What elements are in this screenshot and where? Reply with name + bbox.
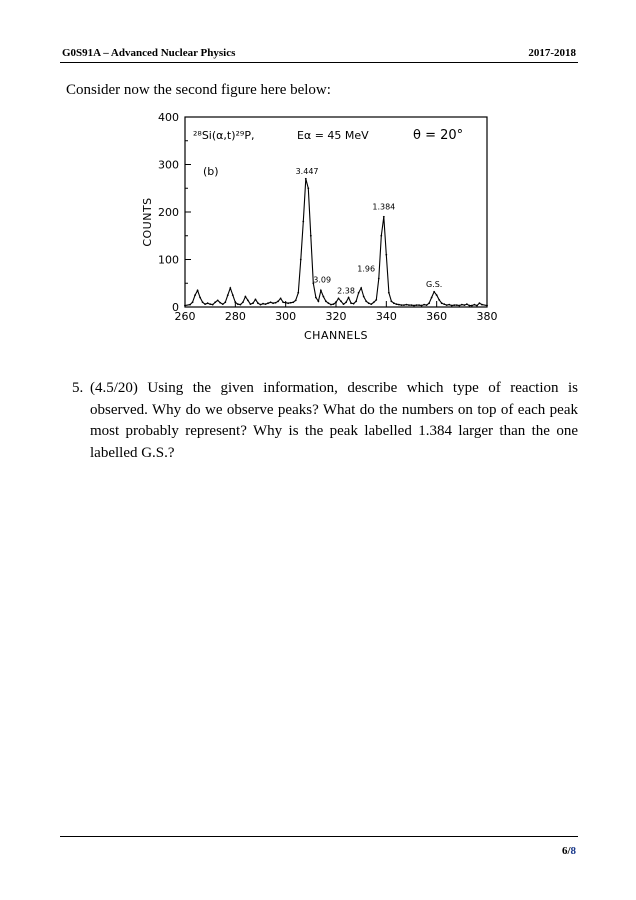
data-point [474, 304, 476, 306]
data-point [451, 305, 453, 307]
data-point [438, 299, 440, 301]
data-point [194, 294, 196, 296]
data-point [403, 304, 405, 306]
data-point [461, 304, 463, 306]
data-point [328, 302, 330, 304]
data-point [317, 300, 319, 302]
spectrum-figure [140, 110, 500, 350]
energy-label: Eα = 45 MeV [297, 129, 369, 142]
data-point [333, 303, 335, 305]
data-point [370, 303, 372, 305]
data-point [476, 305, 478, 307]
x-tick-label: 340 [375, 310, 397, 323]
plot-frame [185, 117, 487, 307]
data-point [411, 304, 413, 306]
data-point [443, 303, 445, 305]
data-point [245, 296, 247, 298]
data-point [270, 301, 272, 303]
peak-label: G.S. [425, 280, 443, 290]
data-point [365, 300, 367, 302]
x-tick-label: 280 [224, 310, 246, 323]
data-point [290, 302, 292, 304]
data-point [383, 216, 385, 218]
data-point [436, 294, 438, 296]
x-tick-label: 360 [426, 310, 448, 323]
reaction-label: ²⁸Si(α,t)²⁹P, [193, 129, 255, 142]
data-point [421, 305, 423, 307]
data-point [199, 297, 201, 299]
y-axis-label: COUNTS [141, 197, 154, 247]
data-point [408, 304, 410, 306]
data-point [285, 302, 287, 304]
data-point [388, 292, 390, 294]
data-point [401, 304, 403, 306]
page-number [562, 845, 576, 857]
data-point [237, 303, 239, 305]
data-point [192, 301, 194, 303]
data-point [353, 303, 355, 305]
y-tick-label: 200 [158, 206, 179, 219]
data-point [380, 235, 382, 237]
data-point [423, 304, 425, 306]
data-point [292, 301, 294, 303]
header-rule [60, 62, 578, 63]
data-point [184, 305, 186, 307]
data-point [479, 302, 481, 304]
x-tick-label: 300 [275, 310, 297, 323]
data-point [260, 304, 262, 306]
data-point [431, 297, 433, 299]
data-point [350, 302, 352, 304]
data-point [217, 299, 219, 301]
data-point [302, 221, 304, 223]
data-point [202, 301, 204, 303]
data-point [463, 304, 465, 306]
data-point [458, 305, 460, 307]
data-point [305, 178, 307, 180]
data-point [325, 300, 327, 302]
question-block [66, 378, 578, 464]
data-point [373, 301, 375, 303]
peak-label: 3.447 [295, 167, 319, 176]
intro-text: Consider now the second figure here below: [66, 82, 331, 98]
x-axis-label: CHANNELS [304, 329, 368, 342]
data-point [368, 302, 370, 304]
data-point [275, 302, 277, 304]
page-current: 6/ [561, 845, 571, 857]
data-point [360, 287, 362, 289]
data-point [358, 292, 360, 294]
data-point [385, 254, 387, 256]
y-tick-label: 400 [158, 111, 179, 124]
data-point [340, 300, 342, 302]
data-point [398, 304, 400, 306]
data-point [214, 301, 216, 303]
angle-label: θ = 20° [413, 128, 464, 143]
data-point [287, 302, 289, 304]
data-point [267, 302, 269, 304]
data-point [189, 304, 191, 306]
data-point [330, 304, 332, 306]
peak-label: 1.384 [372, 202, 396, 212]
data-point [315, 297, 317, 299]
data-point [468, 305, 470, 307]
data-point [197, 289, 199, 291]
data-point [471, 305, 473, 307]
spectrum-chart [140, 110, 500, 350]
data-point [252, 302, 254, 304]
page-total: 8 [570, 845, 576, 857]
data-point [295, 299, 297, 301]
data-point [234, 301, 236, 303]
peak-label: 2.38 [337, 286, 355, 296]
data-point [486, 305, 488, 307]
peak-label: 3.09 [313, 275, 332, 285]
page-header-year: 2017-2018 [528, 47, 576, 59]
panel-label: (b) [203, 165, 219, 178]
data-point [262, 303, 264, 305]
y-tick-label: 300 [158, 158, 179, 172]
data-point [297, 292, 299, 294]
data-point [345, 301, 347, 303]
data-point [441, 302, 443, 304]
data-point [323, 296, 325, 298]
data-point [428, 302, 430, 304]
data-point [212, 304, 214, 306]
data-point [335, 301, 337, 303]
data-point [363, 296, 365, 298]
data-point [338, 298, 340, 300]
data-point [282, 301, 284, 303]
data-point [272, 302, 274, 304]
data-point [219, 302, 221, 304]
data-point [426, 304, 428, 306]
data-point [343, 303, 345, 305]
x-tick-label: 380 [476, 310, 498, 323]
data-point [320, 289, 322, 291]
data-point [481, 304, 483, 306]
data-point [222, 303, 224, 305]
data-point [456, 304, 458, 306]
x-tick-label: 260 [174, 310, 196, 323]
data-point [224, 301, 226, 303]
question-text: (4.5/20) Using the given information, describe which type of reaction is observed. Why do we observe peaks? What do the numbers on top of each peak most probably represent? Why is the peak labelled 1.384 larger than the one labelled G.S.? [90, 380, 578, 461]
data-point [393, 302, 395, 304]
data-point [232, 294, 234, 296]
page-header-course: G0S91A – Advanced Nuclear Physics [62, 47, 236, 59]
data-point [209, 303, 211, 305]
data-point [207, 302, 209, 304]
x-tick-label: 320 [325, 310, 347, 323]
data-point [247, 299, 249, 301]
data-point [446, 304, 448, 306]
data-point [242, 301, 244, 303]
data-point [453, 304, 455, 306]
data-point [310, 235, 312, 237]
data-point [250, 303, 252, 305]
y-tick-label: 100 [158, 253, 179, 267]
data-point [433, 291, 435, 293]
data-point [378, 278, 380, 280]
y-tick-label: 0 [172, 301, 179, 314]
data-point [390, 300, 392, 302]
data-point [300, 259, 302, 261]
footer-rule [60, 836, 578, 837]
data-point [466, 303, 468, 305]
data-point [229, 287, 231, 289]
data-point [396, 303, 398, 305]
data-point [255, 299, 257, 301]
data-point [204, 303, 206, 305]
data-point [307, 187, 309, 189]
data-point [227, 294, 229, 296]
data-point [257, 302, 259, 304]
data-point [355, 300, 357, 302]
data-point [348, 297, 350, 299]
data-point [448, 304, 450, 306]
peak-label: 1.96 [357, 264, 376, 274]
data-point [239, 304, 241, 306]
data-point [280, 298, 282, 300]
data-point [265, 303, 267, 305]
data-point [413, 305, 415, 307]
data-point [277, 300, 279, 302]
data-point [375, 299, 377, 301]
data-point [418, 304, 420, 306]
data-point [416, 304, 418, 306]
data-point [406, 304, 408, 306]
question-number: 5. [72, 380, 84, 396]
